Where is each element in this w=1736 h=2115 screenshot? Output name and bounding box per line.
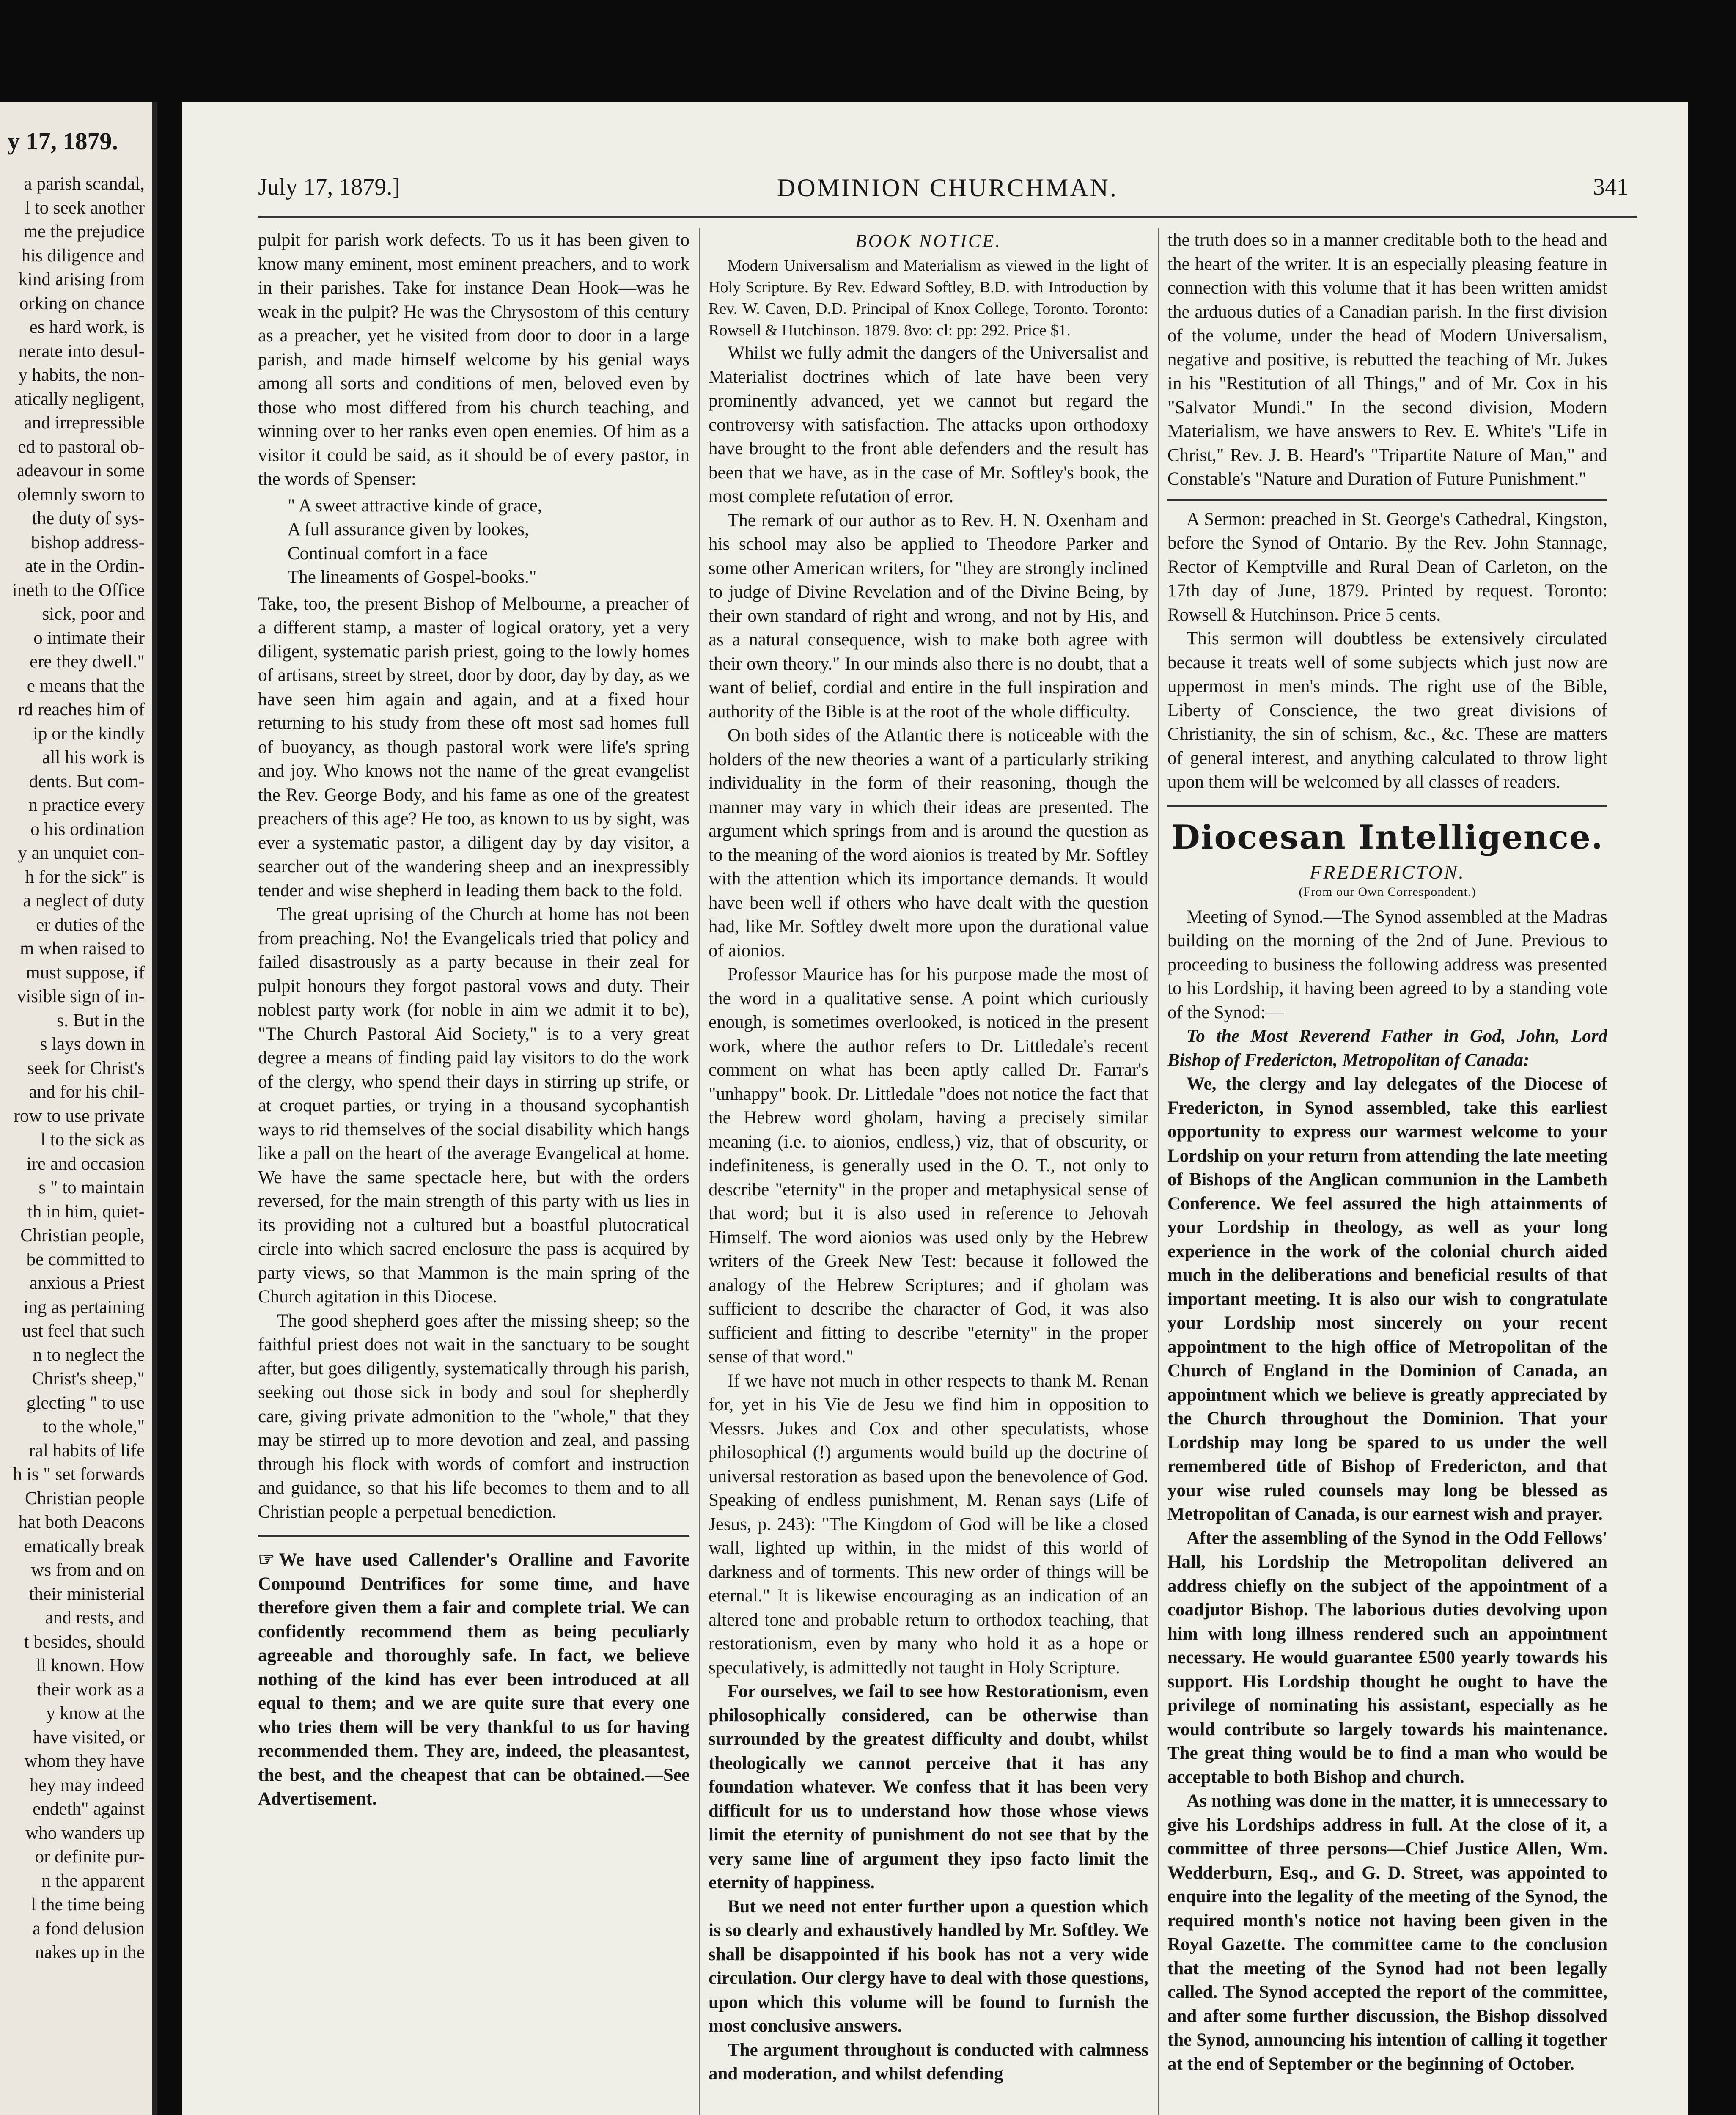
previous-page-line: l to seek another [25,198,145,218]
previous-page-line: y know at the [46,1703,145,1723]
page-number: 341 [1593,174,1629,200]
address-salutation: To the Most Reverend Father in God, John, Lord Bishop of Fredericton, Metropolitan of Canada: [1167,1026,1607,1070]
column-1 [258,228,689,2115]
previous-page-line: must suppose, if [26,962,145,983]
previous-page-line: kind arising from [18,269,145,289]
review-paragraph: The argument throughout is conducted with calmness and moderation, and whilst defending [709,2040,1148,2084]
previous-page-line: visible sign of in- [16,986,145,1006]
sermon-notice: A Sermon: preached in St. George's Cathedral, Kingston, before the Synod of Ontario. By the Rev. John Stannage, Rector of Kemptville and Rural Dean of Carleton, on the 17th day of June, 1879. Printed by request. Toronto: Rowsell & Hutchinson. Price 5 cents. [1167,509,1607,625]
correspondent-line: (From our Own Correspondent.) [1299,884,1476,899]
previous-page-line: h is " set forwards [13,1464,145,1484]
previous-page-line: ire and occasion [26,1154,145,1174]
previous-page-line: ematically break [24,1536,145,1556]
previous-page-line: s lays down in [40,1034,145,1054]
synod-report [1167,1072,1607,2076]
review-paragraph: On both sides of the Atlantic there is noticeable with the holders of the new theories a want of a particularly striking individuality in the form of their reasoning, though the manner may vary in which their ideas are presented. The argument which springs from and is around the question as to the meaning of the word aionios is treated by Mr. Softley with the attention which its importance demands. It would have been well if others who have dealt with the question had, like Mr. Softley dwelt more upon the durational value of aionios. [709,725,1148,961]
synod-paragraph: After the assembling of the Synod in the Odd Fellows' Hall, his Lordship the Metropolitan delivered an address chiefly on the subject of the appointment of a coadjutor Bishop. The laborious duties devolving upon him with long illness rendered such an appointment necessary. He would guarantee £500 yearly towards his support. His Lordship thought he ought to have the privilege of nominating his assistant, especially as he would contribute so largely towards his maintenance. The great thing would be to find a man who would be acceptable to both Bishop and church. [1167,1528,1607,1787]
previous-page-line: ate in the Ordin- [25,556,145,576]
previous-page-running-head: y 17, 1879. [8,127,118,155]
previous-page-line: es hard work, is [29,317,145,337]
article-paragraph: The great uprising of the Church at home has not been from preaching. No! the Evangelicals tried that policy and failed disastrously as a party because in their zeal for pulpit honours they forgot pastoral vows and duty. Their noblest party work (for noble in aim we admit it to be), "The Church Pastoral Aid Society," is to a very great degree a means of finding paid lay visitors to do the work of the clergy, who spend their days in stirring up strife, or at croquet parties, or trying in a thousand sycophantish ways to rid themselves of the social disability which hangs like a pall on the heart of the average Evangelical at home. We have the same spectacle here, but with the orders reversed, for the main strength of this party with us lies in its providing not a cultured but a boastful plutocratical circle into which sacred enclosure the pass is acquired by party views, so that Mammon is the main spring of the Church agitation in this Diocese. [258,904,689,1307]
previous-page-line: s " to maintain [38,1178,145,1198]
previous-page-line: atically negligent, [14,389,145,409]
page-header [258,165,1637,218]
pointing-hand-icon: ☞ [258,1549,275,1570]
column-2 [709,228,1148,2115]
advertisement-text: We have used Callender's Oralline and Favorite Compound Dentrifices for some time, and have therefore given them a fair and complete trial. We can confidently recommend them as being peculiarly agreeable and thoroughly safe. In fact, we believe nothing of the kind has ever been introduced at all equal to them; and we are quite sure that every one who tries them will be very thankful to us for having recommended them. They are, indeed, the pleasantest, the best, and the cheapest that can be obtained.—See Advertisement. [258,1550,689,1809]
book-citation: Modern Universalism and Materialism as viewed in the light of Holy Scripture. By Rev. Edward Softley, B.D. with Introduction by Rev. W. Caven, D.D. Principal of Knox College, Toronto. Toronto: Rowsell & Hutchinson. 1879. 8vo: cl: pp: 292. Price $1. [709,257,1148,339]
previous-page-text [0,172,152,1965]
article-paragraph: pulpit for parish work defects. To us it has been given to know many eminent, most eminent preachers, and to work in their parishes. Take for instance Dean Hook—was he weak in the pulpit? He was the Chrysostom of this century as a preacher, yet he visited from door to door in a large parish, and made himself welcome by his genial ways among all sorts and conditions of men, beloved even by those who most differed from his church teaching, and winning over to her ranks even open enemies. Of him as a visitor it could be said, as it should be of every pastor, in the words of Spenser: [258,230,689,489]
previous-page-line: ing as pertaining [23,1297,145,1317]
previous-page-line: ed to pastoral ob- [18,437,145,457]
previous-page-line: n to neglect the [33,1345,145,1365]
previous-page-line: orking on chance [19,293,145,313]
previous-page-line: be committed to [26,1249,145,1269]
previous-page-line: hey may indeed [29,1775,145,1795]
section-rule [1167,499,1607,501]
issue-date: July 17, 1879.] [258,174,400,200]
previous-page-line: y an unquiet con- [18,843,145,863]
previous-page-line: or definite pur- [35,1847,145,1867]
diocese-heading: FREDERICTON. [1310,861,1465,883]
previous-page-line: all his work is [42,747,145,767]
previous-page-line: me the prejudice [23,222,145,242]
previous-page-line: t besides, should [24,1632,145,1652]
previous-page-line: and irrepressible [24,413,145,433]
section-title: Diocesan Intelligence. [1171,818,1604,857]
previous-page-line: endeth" against [33,1799,145,1819]
previous-page-line: and rests, and [45,1608,145,1628]
review-paragraph: If we have not much in other respects to thank M. Renan for, yet in his Vie de Jesu we find him in opposition to Messrs. Jukes and Cox and other speculatists, whose philosophical (!) arguments would build up the doctrine of universal restoration as based upon the benevolence of God. Speaking of endless punishment, M. Renan says (Life of Jesus, p. 243): "The Kingdom of God will be like a closed wall, lighted up within, in the midst of this world of darkness and of torments. This new order of things will be eternal." It is likewise encouraging as an indication of an altered tone and probable return to orthodox teaching, that restorationism, even by many who hold it as a hope or speculatively, is admittedly not taught in Holy Scripture. [709,1371,1148,1678]
previous-page-edge [0,102,157,2115]
article-paragraph: Take, too, the present Bishop of Melbourne, a preacher of a different stamp, a master of logical oratory, yet a very diligent, systematic parish priest, going to the lowly homes of artisans, street by street, door by door, day by day, as we have seen him again and again, and at a fixed hour returning to his study from these oft most sad homes full of buoyancy, as though pastoral work were life's spring and joy. Who knows not the name of the great evangelist the Rev. George Body, and his fame as one of the greatest preachers of this age? He too, as known to us by sight, was ever a systematic pastor, a diligent day by day visitor, a searcher out of the wandering sheep and an inexpressibly tender and wise shepherd in leading them back to the fold. [258,593,689,901]
section-rule [1167,805,1607,807]
synod-paragraph: We, the clergy and lay delegates of the Diocese of Fredericton, in Synod assembled, take this earliest opportunity to express our warmest welcome to your Lordship on your return from attending the late meeting of Bishops of the Anglican communion in the Lambeth Conference. We feel assured the high attainments of your Lordship in theology, as well as your long experience in the work of the colonial church aided much in the deliberations and beneficial results of that important meeting. It is also our wish to congratulate your Lordship most sincerely on your recent appointment to the high office of Metropolitan of the Church of England in the Dominion of Canada, an appointment which we believe is greatly appreciated by the Church throughout the Dominion. That your Lordship may long be spared to us under the well remembered title of Bishop of Fredericton, and that your wise ruled counsels may long be blessed as Metropolitan of Canada, is our earnest wish and prayer. [1167,1074,1607,1524]
previous-page-line: ip or the kindly [33,723,145,744]
previous-page-line: m when raised to [20,939,145,959]
previous-page-line: a fond delusion [32,1918,145,1939]
review-paragraph: Whilst we fully admit the dangers of the Universalist and Materialist doctrines which of late have been very prominently advanced, yet we cannot but regard the controversy with satisfaction. The attacks upon orthodoxy have brought to the front able defenders and the result has been that we have, as in the case of Mr. Softley's book, the most complete refutation of error. [709,343,1148,506]
newspaper-page [182,102,1688,2115]
previous-page-line: to the whole," [43,1417,145,1437]
previous-page-line: y habits, the non- [18,365,145,385]
previous-page-line: nerate into desul- [18,341,145,361]
previous-page-line: olemnly sworn to [17,484,145,505]
previous-page-line: a neglect of duty [23,891,145,911]
review-paragraph: The remark of our author as to Rev. H. N. Oxenham and his school may also be applied to Theodore Parker and some other American writers, for "they are strongly inclined to judge of Divine Revelation and of the Divine Being, by their own standard of right and wrong, and not by His, and as a natural consequence, wish to make both agree with their own theory." In our minds also there is no doubt, that a want of belief, cordial and entire in the full inspiration and authority of the Bible is at the root of the whole difficulty. [709,510,1148,722]
previous-page-line: their ministerial [29,1584,145,1604]
column-3 [1167,228,1607,2115]
previous-page-line: his diligence and [21,245,145,266]
previous-page-line: ral habits of life [29,1440,145,1461]
previous-page-line: th in him, quiet- [27,1201,145,1222]
sermon-review: This sermon will doubtless be extensively circulated because it treats well of some subjects which just now are uppermost in men's minds. The right use of the Bible, Liberty of Conscience, the two great divisions of Christianity, the sin of schism, &c., &c. These are matters of general interest, and anything calculated to throw light upon them will be welcomed by all classes of readers. [1167,629,1607,792]
previous-page-line: Christ's sheep," [32,1369,145,1389]
publication-title: DOMINION CHURCHMAN. [777,174,1118,202]
previous-page-line: nakes up in the [35,1942,145,1962]
previous-page-line: Christian people, [20,1225,145,1245]
previous-page-line: o intimate their [33,628,145,648]
previous-page-line: n practice every [28,795,145,815]
column-divider [1158,228,1159,2115]
article-paragraph: The good shepherd goes after the missing sheep; so the faithful priest does not wait in the sanctuary to be sought after, but goes diligently, systematically through his parish, seeking out those sick in body and soul for shepherdly care, giving private admonition to the "whole," that they may be stirred up to more devotion and zeal, and passing through his flock with words of comfort and instruction and guidance, so that his life becomes to them and to all Christian people a perpetual benediction. [258,1310,689,1522]
section-rule [258,1535,689,1537]
dentifrice-advertisement [258,1548,689,1811]
previous-page-line: their work as a [37,1679,145,1700]
previous-page-line: ws from and on [31,1560,145,1580]
previous-page-line: adeavour in some [16,461,145,481]
previous-page-line: h for the sick" is [25,867,145,887]
column-divider [699,228,700,2115]
previous-page-line: s. But in the [57,1010,145,1030]
previous-page-line: ere they dwell." [30,652,145,672]
previous-page-line: rd reaches him of [18,700,145,720]
previous-page-line: row to use private [14,1106,145,1126]
previous-page-line: l to the sick as [40,1130,145,1150]
previous-page-line: whom they have [24,1751,145,1771]
previous-page-line: have visited, or [33,1727,145,1747]
review-paragraph: But we need not enter further upon a question which is so clearly and exhaustively handled by Mr. Softley. We shall be disappointed if his book has not a very wide circulation. Our clergy have to deal with those questions, upon which this volume will be found to furnish the most conclusive answers. [709,1896,1148,2036]
previous-page-line: e means that the [27,676,145,696]
spenser-verse: " A sweet attractive kinde of grace, A full assurance given by lookes, Continual comfort in a face The lineaments of Gospel-books." [288,495,542,587]
previous-page-line: ust feel that such [22,1321,145,1341]
previous-page-line: ll known. How [36,1656,145,1676]
previous-page-line: Christian people [25,1488,145,1508]
synod-paragraph: Meeting of Synod.—The Synod assembled at the Madras building on the morning of the 2nd of June. Previous to proceeding to business the following address was presented to his Lordship, it having been agreed to by a standing vote of the Synod:— [1167,906,1607,1022]
review-paragraph: Professor Maurice has for his purpose made the most of the word in a qualitative sense. A point which curiously enough, is sometimes overlooked, is noticed in the present work, where the author refers to Dr. Littledale's recent comment on what has been aptly called Dr. Farrar's "unhappy" book. Dr. Littledale "does not notice the fact that the Hebrew word gholam, having a precisely similar meaning (i.e. to aionios, endless,) viz, that of obscurity, or indefiniteness, is generally used in the O. T., not only to describe "eternity" in the proper and metaphysical sense of that word; but it is also used in reference to Jehovah Himself. The word aionios was used only by the Hebrew writers of the Greek New Test: because it followed the analogy of the Hebrew Scriptures; and if gholam was sufficient to describe the character of God, it was also sufficient and fitting to describe "eternity" in the proper sense of that word." [709,964,1148,1367]
previous-page-line: glecting " to use [26,1393,145,1413]
previous-page-line: anxious a Priest [29,1273,145,1293]
previous-page-line: bishop address- [31,532,145,552]
previous-page-line: ineth to the Office [12,580,145,600]
previous-page-line: sick, poor and [42,604,145,624]
previous-page-line: seek for Christ's [27,1058,145,1078]
previous-page-line: hat both Deacons [18,1512,145,1532]
previous-page-line: the duty of sys- [32,508,145,528]
previous-page-line: n the apparent [41,1871,145,1891]
synod-paragraph: As nothing was done in the matter, it is unnecessary to give his Lordships address in full. At the close of it, a committee of three persons—Chief Justice Allen, Wm. Wedderburn, Esq., and G. D. Street, was appointed to enquire into the legality of the meeting of the Synod, the required month's notice not having been given in the Royal Gazette. The committee came to the conclusion that the meeting of the Synod had not been legally called. The Synod accepted the report of the committee, and after some further discussion, the Bishop dissolved the Synod, announcing his intention of calling it together at the end of September or the beginning of October. [1167,1791,1607,2074]
previous-page-line: who wanders up [25,1823,145,1843]
previous-page-line: and for his chil- [29,1082,145,1102]
review-paragraph: For ourselves, we fail to see how Restorationism, even philosophically considered, can be otherwise than surrounded by the greatest difficulty and doubt, whilst theologically we cannot perceive that it has any foundation whatever. We confess that it has been very difficult for us to understand how those whose views limit the eternity of punishment do not see that by the very same line of argument they ipso facto limit the eternity of happiness. [709,1681,1148,1893]
previous-page-line: dents. But com- [29,771,145,791]
previous-page-line: a parish scandal, [24,174,145,194]
review-continuation: the truth does so in a manner creditable both to the head and the heart of the writer. It is an especially pleasing feature in connection with this volume that it has been written amidst the arduous duties of a Canadian parish. In the first division of the volume, under the head of Modern Universalism, negative and positive, is rebutted the teaching of Mr. Jukes in his "Restitution of all Things," and of Mr. Cox in his "Salvator Mundi." In the second division, Modern Materialism, we have answers to Rev. E. White's "Life in Christ," Rev. J. B. Heard's "Tripartite Nature of Man," and Constable's "Nature and Duration of Future Punishment." [1167,230,1607,489]
book-notice-heading: BOOK NOTICE. [855,231,1002,251]
previous-page-line: l the time being [31,1895,145,1914]
previous-page-line: er duties of the [36,915,145,935]
previous-page-line: o his ordination [30,819,145,839]
